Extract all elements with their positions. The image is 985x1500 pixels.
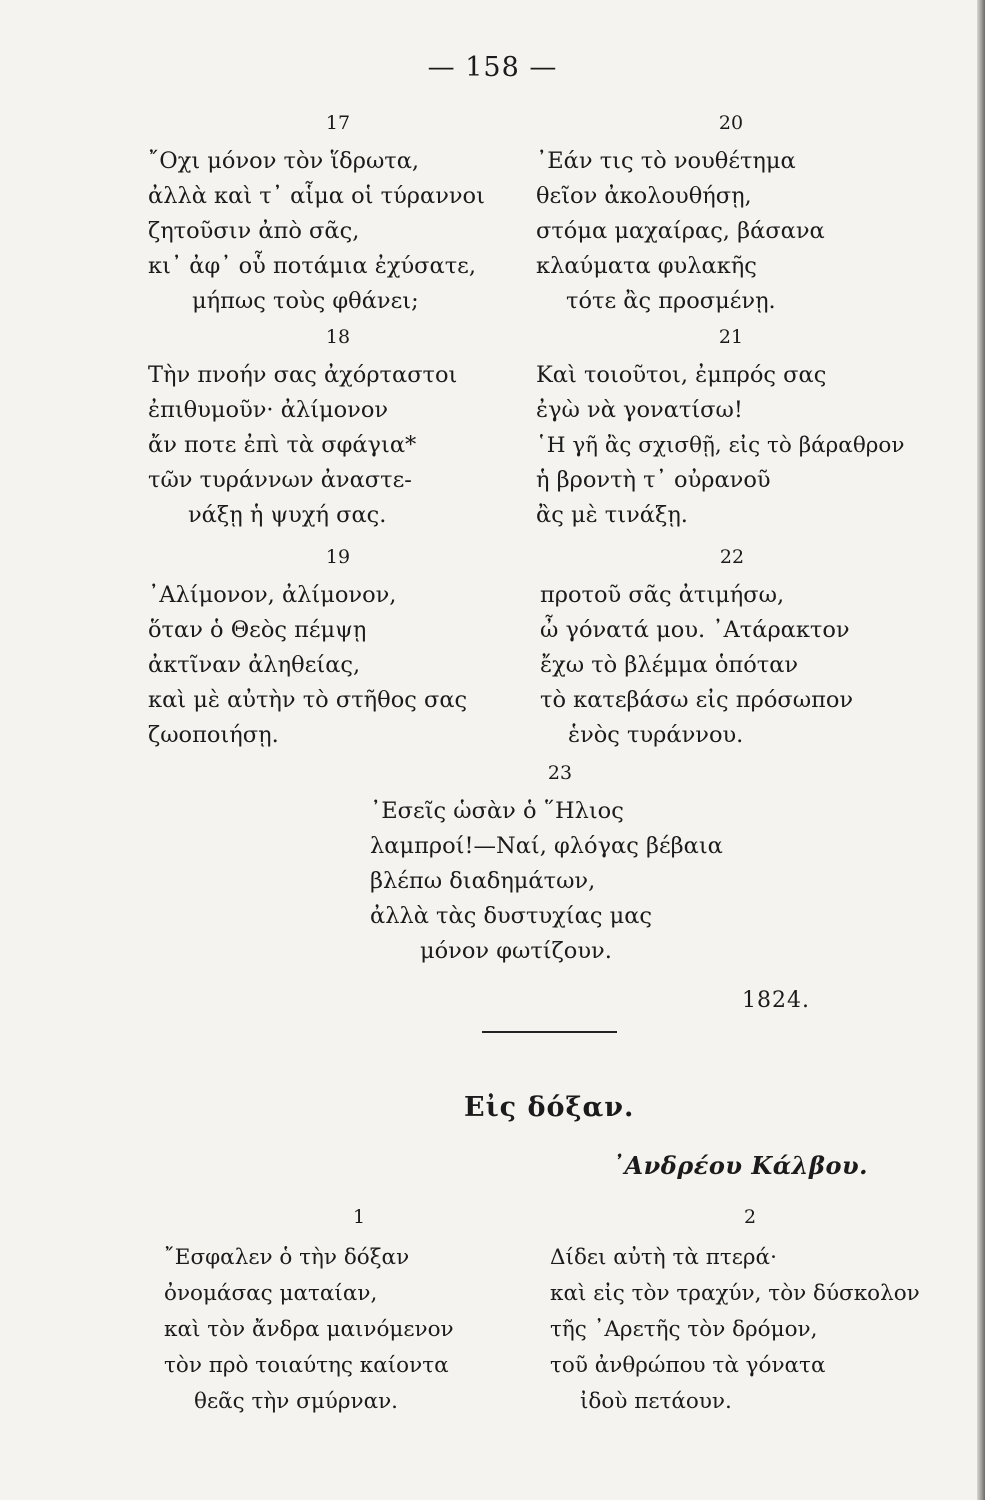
verse-line: Δίδει αὐτὴ τὰ πτερά· (550, 1245, 777, 1270)
verse-line: ἐπιθυμοῦν· ἀλίμονον (148, 397, 389, 423)
page-edge-shadow (977, 0, 985, 1500)
verse-line: ἑνὸς τυράννου. (568, 722, 744, 748)
verse-line: ῾Η γῆ ἂς σχισθῇ, εἰς τὸ βάραθρον (536, 433, 905, 458)
verse-line: μόνον φωτίζουν. (420, 938, 612, 964)
verse-line: Τὴν πνοήν σας ἀχόρταστοι (148, 362, 458, 388)
verse-line: Καὶ τοιοῦτοι, ἐμπρός σας (536, 362, 827, 388)
verse-line: ἐγὼ νὰ γονατίσω! (536, 397, 743, 423)
stanza-19 (148, 546, 508, 753)
stanza-21 (536, 326, 956, 533)
verse-line: ᾿Εσεῖς ὡσὰν ὁ ῞Ηλιος (370, 798, 624, 824)
verse-line: ἄν ποτε ἐπὶ τὰ σφάγια* (148, 432, 417, 458)
stanza-22 (540, 546, 940, 753)
verse-line: προτοῦ σᾶς ἀτιμήσω, (540, 582, 785, 608)
verse-line: ὅταν ὁ Θεὸς πέμψῃ (148, 617, 367, 643)
verse-line: ἀλλὰ καὶ τ᾿ αἷμα οἱ τύραννοι (148, 183, 485, 209)
stanza-number: 2 (743, 1206, 757, 1228)
stanza-number: 20 (718, 112, 744, 134)
page-number: — 158 — (427, 52, 558, 83)
verse-line: τὸ κατεβάσω εἰς πρόσωπον (540, 687, 854, 713)
stanza-23 (370, 762, 730, 969)
stanza-number: 23 (547, 762, 573, 784)
stanza-number: 19 (325, 546, 351, 568)
stanza-18 (148, 326, 508, 533)
stanza-number: 22 (719, 546, 745, 568)
verse-line: ἰδοὺ πετάουν. (580, 1389, 732, 1414)
verse-line: ᾿Εάν τις τὸ νουθέτημα (536, 148, 796, 174)
stanza-20 (536, 112, 936, 319)
verse-line: ἀλλὰ τὰς δυστυχίας μας (370, 903, 652, 929)
verse-line: κι᾿ ἀφ᾿ οὗ ποτάμια ἐχύσατε, (148, 253, 476, 279)
poem-date: 1824. (742, 988, 810, 1013)
stanza-2 (550, 1206, 950, 1420)
stanza-number: 17 (325, 112, 351, 134)
verse-line: ἔχω τὸ βλέμμα ὁπόταν (540, 652, 799, 678)
verse-line: καὶ τὸν ἄνδρα μαινόμενον (164, 1317, 454, 1342)
verse-line: ζωοποιήσῃ. (148, 722, 279, 748)
verse-line: τότε ἂς προσμένῃ. (566, 288, 776, 314)
stanza-1 (164, 1206, 534, 1420)
verse-line: ῎Εσφαλεν ὁ τὴν δόξαν (164, 1245, 410, 1270)
verse-line: ᾿Αλίμονον, ἀλίμονον, (148, 582, 397, 608)
verse-line: καὶ εἰς τὸν τραχύν, τὸν δύσκολον (550, 1281, 920, 1306)
verse-line: θεῖον ἀκολουθήσῃ, (536, 183, 752, 209)
verse-line: μήπως τοὺς φθάνει; (192, 288, 419, 314)
stanza-number: 18 (325, 326, 351, 348)
stanza-17 (148, 112, 508, 319)
verse-line: θεᾶς τὴν σμύρναν. (194, 1389, 399, 1414)
verse-line: τῆς ᾿Αρετῆς τὸν δρόμον, (550, 1317, 818, 1342)
verse-line: βλέπω διαδημάτων, (370, 868, 596, 894)
verse-line: στόμα μαχαίρας, βάσανα (536, 218, 825, 244)
verse-line: ὀνομάσας ματαίαν, (164, 1281, 378, 1306)
verse-line: ἡ βροντὴ τ᾿ οὐρανοῦ (536, 467, 771, 493)
verse-line: ἂς μὲ τινάξῃ. (536, 502, 688, 528)
verse-line: ῎Οχι μόνον τὸν ἵδρωτα, (148, 148, 420, 174)
verse-line: ὦ γόνατά μου. ᾿Ατάρακτον (540, 617, 850, 643)
verse-line: καὶ μὲ αὐτὴν τὸ στῆθος σας (148, 687, 468, 713)
verse-line: ἀκτῖναν ἀληθείας, (148, 652, 361, 678)
verse-line: λαμπροί!—Ναί, φλόγας βέβαια (370, 833, 723, 859)
verse-line: ζητοῦσιν ἀπὸ σᾶς, (148, 218, 360, 244)
verse-line: κλαύματα φυλακῆς (536, 253, 757, 279)
verse-line: τὸν πρὸ τοιαύτης καίοντα (164, 1353, 449, 1378)
verse-line: νάξῃ ἡ ψυχή σας. (188, 502, 387, 528)
stanza-number: 21 (718, 326, 744, 348)
verse-line: τοῦ ἀνθρώπου τὰ γόνατα (550, 1353, 826, 1378)
stanza-number: 1 (352, 1206, 366, 1228)
poem-title: Εἰς δόξαν. (464, 1092, 635, 1123)
section-divider (482, 1031, 617, 1033)
poem-author: ᾿Ανδρέου Κάλβου. (612, 1151, 868, 1180)
verse-line: τῶν τυράννων ἀναστε- (148, 467, 412, 493)
